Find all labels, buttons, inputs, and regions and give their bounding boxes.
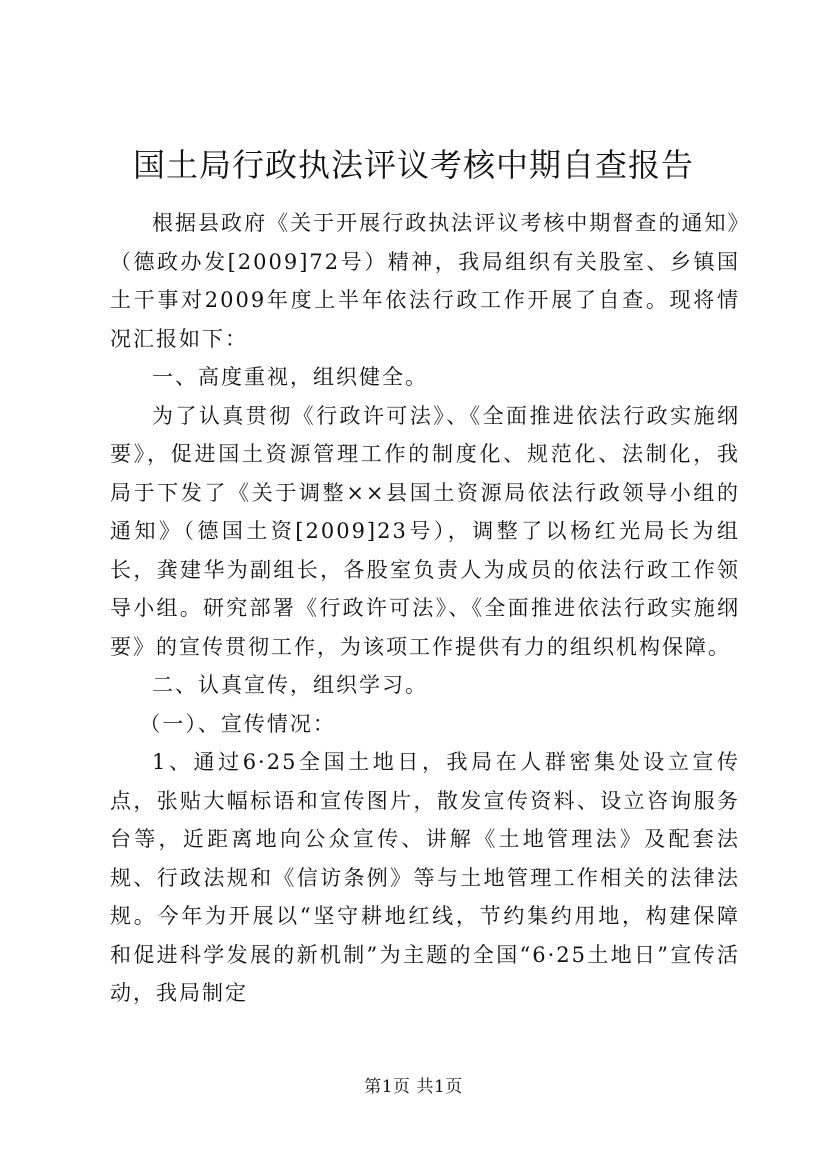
section-heading-1: 一、高度重视，组织健全。: [152, 365, 428, 389]
document-title: 国土局行政执法评议考核中期自查报告: [132, 146, 694, 184]
paragraph-intro: 根据县政府《关于开展行政执法评议考核中期督查的通知》（德政办发[2009]72号）精神，我局组织有关股室、乡镇国土干事对2009年度上半年依法行政工作开展了自查。现将情况汇报如下：: [110, 211, 740, 351]
paragraph-organization: 为了认真贯彻《行政许可法》、《全面推进依法行政实施纲要》，促进国土资源管理工作的制度化、规范化、法制化，我局于下发了《关于调整××县国土资源局依法行政领导小组的通知》（德国土资[2009]23号），调整了以杨红光局长为组长，龚建华为副组长，各股室负责人为成员的依法行政工作领导小组。研究部署《行政许可法》、《全面推进依法行政实施纲要》的宣传贯彻工作，为该项工作提供有力的组织机构保障。: [110, 403, 740, 659]
page-footer: 第1页 共1页: [364, 1077, 463, 1097]
section-heading-2: 二、认真宣传，组织学习。: [152, 673, 428, 697]
subsection-heading-1: （一）、宣传情况：: [139, 711, 336, 736]
document-body: [110, 204, 740, 1013]
paragraph-land-day: 1、通过6·25全国土地日，我局在人群密集处设立宣传点，张贴大幅标语和宣传图片，散发宣传资料、设立咨询服务台等，近距离地向公众宣传、讲解《土地管理法》及配套法规、行政法规和《信访条例》等与土地管理工作相关的法律法规。今年为开展以“坚守耕地红线，节约集约用地，构建保障和促进科学发展的新机制”为主题的全国“6·25土地日”宣传活动，我局制定: [110, 750, 740, 1005]
